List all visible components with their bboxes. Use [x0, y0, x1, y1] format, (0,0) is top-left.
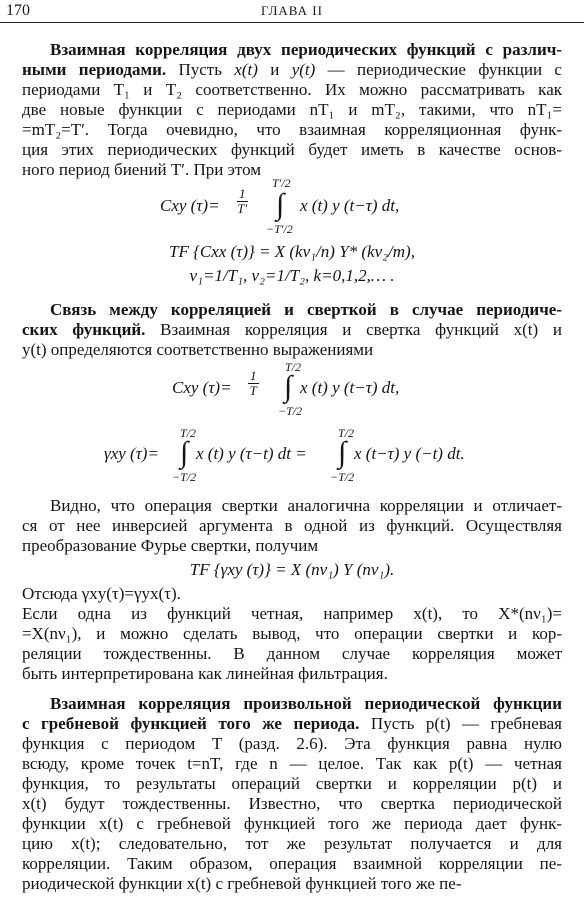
text-line: риодической функции x(t) с гребневой функцией того же пе-: [22, 874, 462, 893]
equation-fourier-correlation: TF {Cxx (τ)} = X (kν₁/n) Y* (kν₂/m),: [169, 242, 415, 261]
text-line: две новые функции с периодами nT₁ и mT₂, такими, что nT₁=: [22, 100, 562, 119]
text-line: функция с периодом T (разд. 2.6). Эта функция равна нулю: [22, 734, 562, 753]
text-line: ских функций. Взаимная корреляция и свертка функций x(t) и: [22, 320, 562, 339]
text-line: цию x(t); следовательно, тот же результат получается и для: [22, 834, 562, 853]
text-line: Отсюда γxy(τ)=γyx(τ).: [22, 584, 181, 603]
text-line: преобразование Фурье свертки, получим: [22, 536, 319, 555]
text-line: реляции тождественны. В данном случае корреляция может: [22, 644, 562, 663]
text-line: функции x(t) с гребневой функцией того же периода дает функ-: [22, 814, 562, 833]
text-line: Связь между корреляцией и сверткой в случае периодиче-: [50, 300, 562, 319]
equation-frequencies: ν₁=1/T₁, ν₂=1/T₂, k=0,1,2,… .: [189, 266, 395, 285]
page-number: 170: [6, 2, 30, 19]
text-line: функция, то результаты операций свертки и корреляции p(t) и: [22, 774, 562, 793]
text-line: Взаимная корреляция произвольной периодической функции: [50, 694, 562, 713]
text-line: y(t) определяются соответственно выражениями: [22, 340, 374, 359]
text-line: Видно, что операция свертки аналогична корреляции и отличает-: [50, 496, 562, 515]
text-line: Если одна из функций четная, например x(t), то X*(nν₁)=: [22, 604, 562, 623]
text-line: ными периодами. Пусть x(t) и y(t) — периодические функции с: [22, 60, 562, 79]
running-title: ГЛАВА II: [261, 3, 323, 18]
text-line: =mT₂=T′. Тогда очевидно, что взаимная корреляционная функ-: [22, 120, 562, 139]
text-line: быть интерпретирована как линейная фильтрация.: [22, 664, 388, 683]
text-line: периодами T₁ и T₂ соответственно. Их можно рассматривать как: [22, 80, 562, 99]
text-line: ция этих периодических функций будет иметь в качестве основ-: [22, 140, 562, 159]
equation-fourier-convolution: TF {γxy (τ)} = X (nν₁) Y (nν₁).: [189, 560, 395, 579]
text-line: Взаимная корреляция двух периодических функций с различ-: [50, 40, 562, 59]
text-line: с гребневой функцией того же периода. Пусть p(t) — гребневая: [22, 714, 562, 733]
text-line: корреляции. Таким образом, операция взаимной корреляции пе-: [22, 854, 562, 873]
text-line: ного период биений T′. При этом: [22, 160, 262, 179]
page-header: [0, 0, 584, 23]
text-line: =X(nν₁), и можно сделать вывод, что операции свертки и кор-: [22, 624, 562, 643]
text-line: ся от нее инверсией аргумента в одной из функций. Осуществляя: [22, 516, 562, 535]
text-line: x(t) будут тождественны. Известно, что свертка периодической: [22, 794, 562, 813]
text-line: всюду, кроме точек t=nT, где n — целое. Так как p(t) — четная: [22, 754, 562, 773]
book-page: 170 ГЛАВА II Взаимная корреляция двух периодических функций с различ- ными периодами. Пусть x(t) и y(t) — периодические функции с периодами T₁ и T₂ соответственно. Их можно рассматривать как две новые функции с периодами nT₁ и mT₂, такими, что nT₁= =mT₂=T′. Тогда очевидно, что взаимная корреляционная функ- ция этих периодических функций будет иметь в качестве основ- ного период биений T′. При этом Cxy (τ)= $\frac{1}{T'}$ T′/2 ∫ −T′/2 x (t) y (t−τ) dt, TF {Cxx (τ)} = X (kν₁/n) Y* (kν₂/m), ν₁=1/T₁, ν₂=1/T₂, k=0,1,2,… . Связь между корреляцией и сверткой в случае периодиче- ских функций. Взаимная корреляция и свертка функций x(t) и y(t) определяются соответственно выражениями Cxy (τ)= $\frac{1}{T}$ T/2 ∫ −T/2 x (t) y (t−τ) dt, γxy (τ)= T/2 ∫ −T/2 x (t) y (τ−t) dt = T/2 ∫ −T/2 x (t−τ) y (−t) dt. Видно, что операция свертки аналогична корреляции и отличает- ся от нее инверсией аргумента в одной из функций. Осуществляя преобразование Фурье свертки, получим TF {γxy (τ)} = X (nν₁) Y (nν₁). Отсюда γxy(τ)=γyx(τ). Если одна из функций четная, например x(t), то X*(nν₁)= =X(nν₁), и можно сделать вывод, что операции свертки и кор- реляции тождественны. В данном случае корреляция может быть интерпретирована как линейная фильтрация. Взаимная корреляция произвольной периодической функции с гребневой функцией того же периода. Пусть p(t) — гребневая функция с периодом T (разд. 2.6). Эта функция равна нулю всюду, кроме точек t=nT, где n — целое. Так как p(t) — четная функция, то результаты операций свертки и корреляции p(t) и x(t) будут тождественны. Известно, что свертка периодической функции x(t) с гребневой функцией того же периода дает функ- цию x(t); следовательно, тот же результат получается и для корреляции. Таким образом, операция взаимной корреляции пе- риодической функции x(t) с гребневой функцией того же пе-: [0, 0, 584, 900]
